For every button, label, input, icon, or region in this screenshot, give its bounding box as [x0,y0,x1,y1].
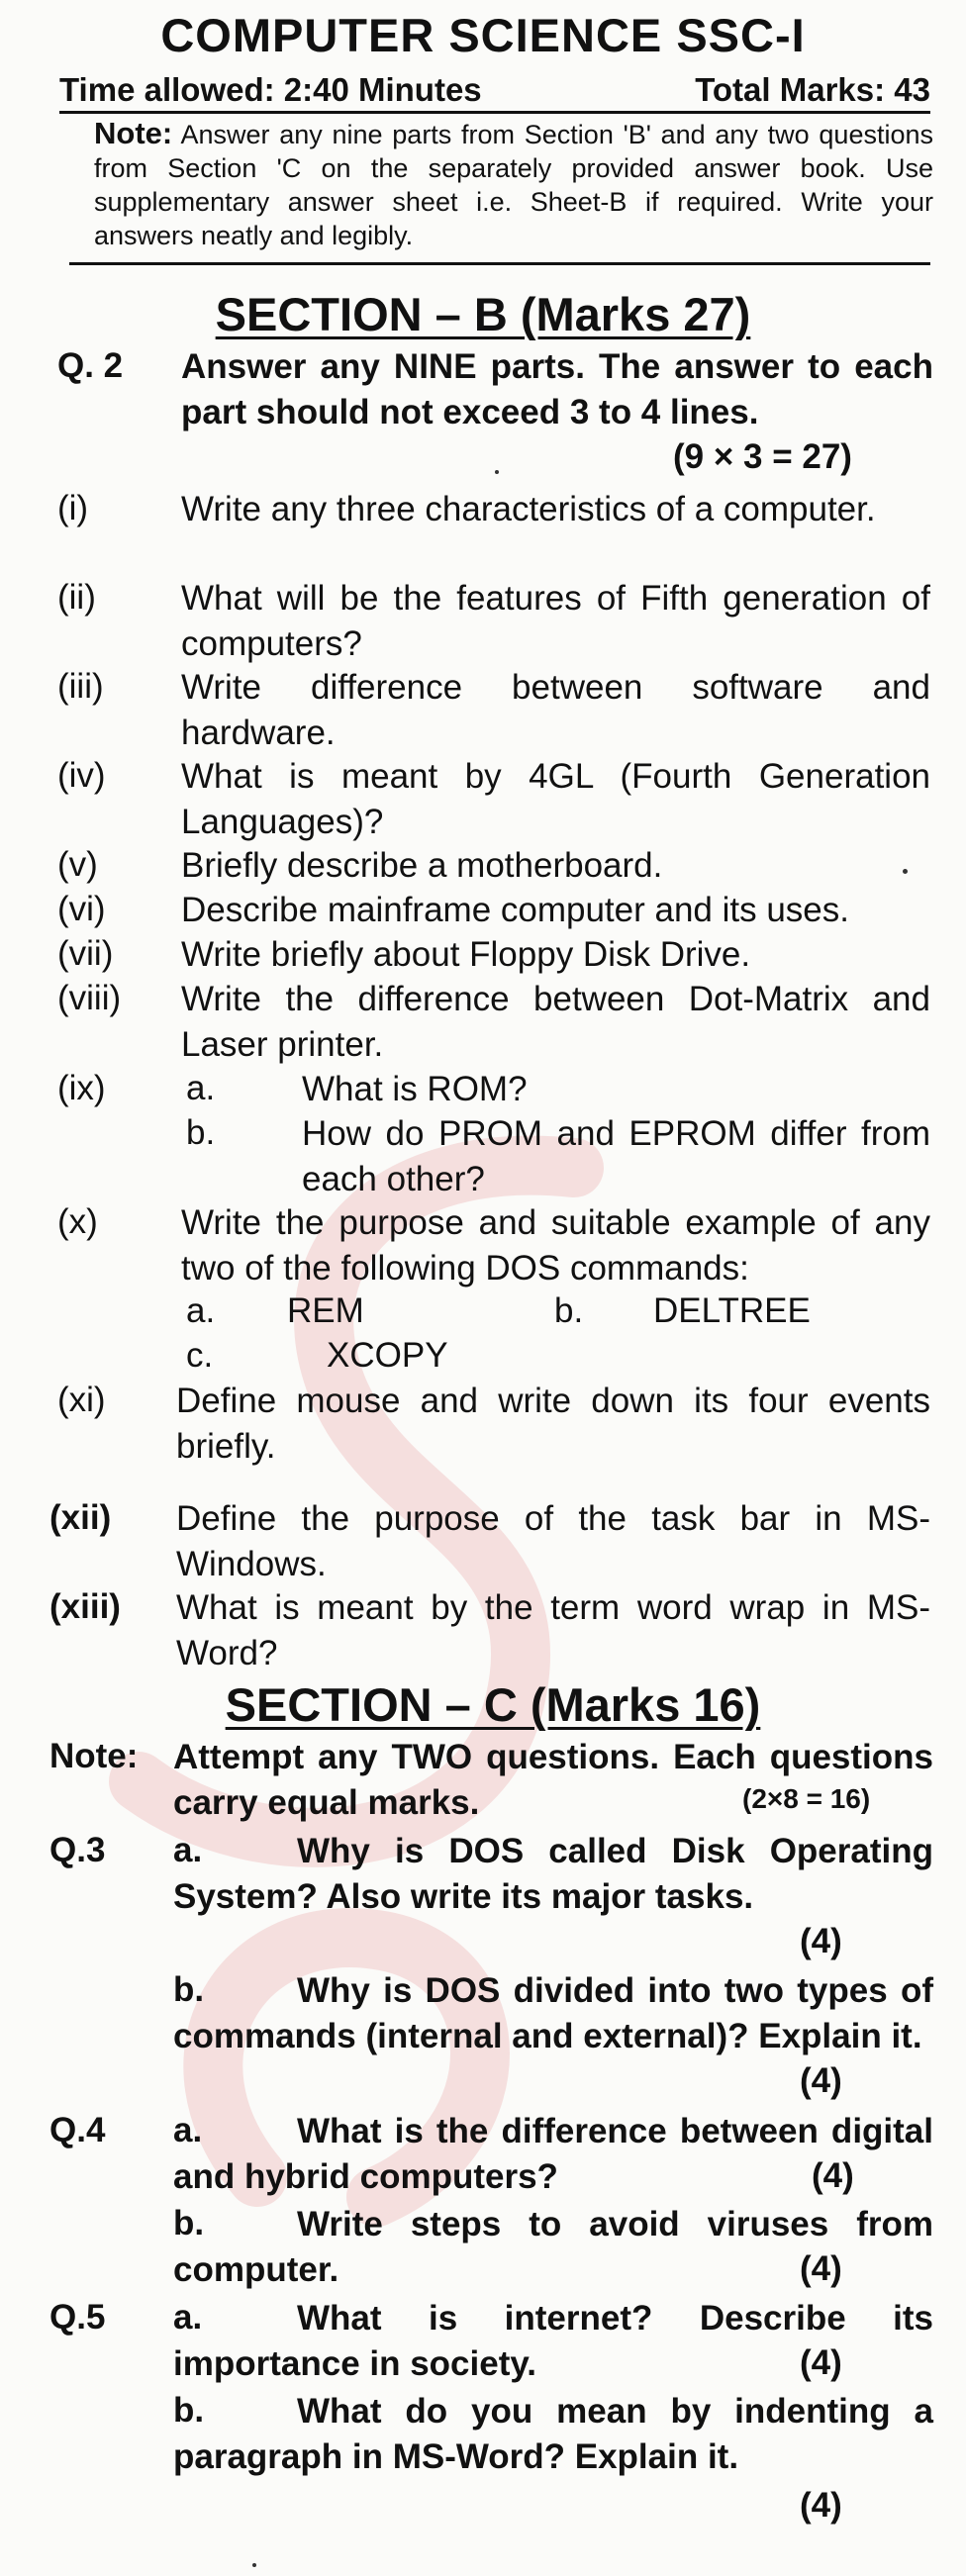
part-text: Define the purpose of the task bar in MS-Windows. [176,1499,930,1583]
section-c-heading [10,1677,966,1732]
part-text: Write any three characteristics of a computer. [181,490,876,528]
part-number: (iii) [57,667,104,706]
sub-part-text: DELTREE [653,1291,811,1330]
question-part-marks: (4) [812,2156,854,2195]
section-b-heading [0,287,966,341]
part-text: Write the difference between Dot-Matrix and Laser printer. [181,980,930,1064]
section-note-text: Attempt any TWO questions. Each questions carry equal marks. [173,1738,933,1822]
sub-part-label: a. [186,1069,216,1107]
part-text: Write difference between software and hardware. [181,668,930,752]
part-number: (v) [57,845,98,884]
question-marks: (9 × 3 = 27) [673,437,852,476]
part-text: Briefly describe a motherboard. [181,846,663,885]
part-number: (xiii) [49,1587,121,1626]
part-number: (ix) [57,1069,106,1107]
part-number: (xii) [49,1498,112,1537]
part-text: What will be the features of Fifth generation of computers? [181,579,930,663]
note-label: Note: [94,116,173,150]
note-text: Answer any nine parts from Section 'B' and any two questions from Section 'C on the separately provided answer book. Use supplementary answer sheet i.e. Sheet-B if required. Write your answers neatly and legibly. [94,120,934,250]
paper-meta [59,71,930,109]
question-part-text: What do you mean by indenting a paragraph in MS-Word? Explain it. [173,2392,933,2476]
sub-part-label: a. [186,1291,216,1330]
question-part-marks: (4) [800,2486,842,2525]
sub-part-text: REM [287,1291,364,1330]
question-part-text: Why is DOS called Disk Operating System? Also write its major tasks. [173,1832,933,1916]
question-number: Q.4 [49,2111,106,2149]
general-note [94,117,933,252]
question-part-text: Write steps to avoid viruses from computer. [173,2205,933,2289]
question-number: Q. 2 [57,346,124,385]
scan-speck [252,2563,256,2567]
divider [69,262,930,265]
question-part-marks: (4) [800,2249,842,2288]
part-text: What is meant by the term word wrap in MS-Word? [176,1588,930,1672]
sub-part-text: How do PROM and EPROM differ from each other? [302,1114,930,1198]
divider [59,111,930,114]
question-part-marks: (4) [800,1922,842,1960]
part-number: (viii) [57,979,122,1017]
part-text: Write the purpose and suitable example of any two of the following DOS commands: [181,1203,930,1288]
question-part-text: What is internet? Describe its importance in society. [173,2299,933,2383]
section-note-marks: (2×8 = 16) [742,1783,871,1814]
sub-part-label: b. [186,1113,216,1152]
question-part-label: a. [173,2298,203,2337]
question-number: Q.5 [49,2298,106,2337]
sub-part-label: c. [186,1336,214,1375]
part-number: (ii) [57,578,96,617]
paper-title: COMPUTER SCIENCE SSC-I [160,9,806,61]
part-text: Define mouse and write down its four events briefly. [176,1382,930,1466]
question-part-text: Why is DOS divided into two types of commands (internal and external)? Explain it. [173,1971,933,2055]
part-number: (x) [57,1202,98,1241]
part-number: (iv) [57,756,106,795]
total-marks: Total Marks: 43 [695,71,930,108]
section-note-label: Note: [49,1737,139,1775]
question-part-marks: (4) [800,2343,842,2382]
section-b-heading-text: SECTION – B (Marks 27) [215,288,751,340]
question-part-label: b. [173,2204,205,2242]
question-part-marks: (4) [800,2061,842,2100]
part-text: Describe mainframe computer and its uses. [181,891,849,929]
scan-speck [903,869,908,874]
part-number: (vi) [57,890,106,928]
question-part-label: b. [173,2391,205,2430]
question-part-label: a. [173,1831,203,1869]
sub-part-text: What is ROM? [302,1070,528,1108]
question-instruction: Answer any NINE parts. The answer to each part should not exceed 3 to 4 lines. [181,347,933,431]
question-part-label: a. [173,2111,203,2149]
sub-part-text: XCOPY [327,1336,448,1375]
question-part-label: b. [173,1970,205,2009]
part-number: (vii) [57,934,114,973]
part-number: (i) [57,489,89,527]
question-part-text: What is the difference between digital and hybrid computers? [173,2112,933,2196]
question-number: Q.3 [49,1831,106,1869]
part-number: (xi) [57,1381,106,1419]
part-text: Write briefly about Floppy Disk Drive. [181,935,751,974]
part-text: What is meant by 4GL (Fourth Generation Languages)? [181,757,930,841]
sub-part-label: b. [554,1291,584,1330]
section-c-heading-text: SECTION – C (Marks 16) [225,1678,761,1731]
time-allowed: Time allowed: 2:40 Minutes [59,71,482,108]
scan-speck [495,470,499,474]
